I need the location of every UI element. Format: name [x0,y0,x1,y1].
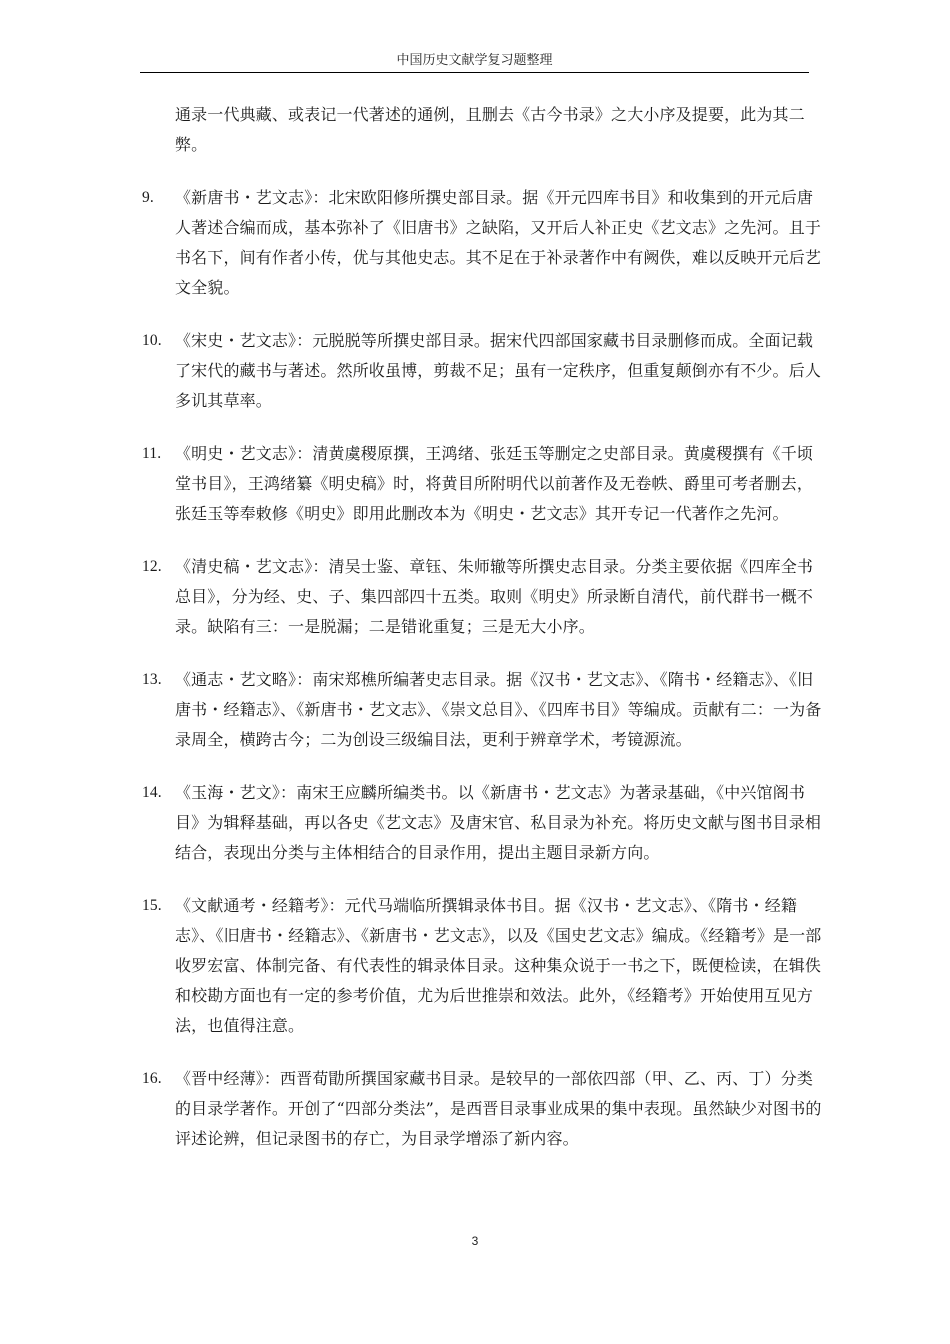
list-item [142,778,822,868]
list-item [142,326,822,416]
page-header-title: 中国历史文献学复习题整理 [396,53,553,68]
list-item [142,891,822,1041]
item-number: 13. [142,671,162,688]
item-text: 《明史・艺文志》：清黄虞稷原撰，王鸿绪、张廷玉等删定之史部目录。黄虞稷撰有《千顷堂书目》，王鸿绪纂《明史稿》时，将黄目所附明代以前著作及无卷帙、爵里可考者删去，张廷玉等奉敕修《明史》即用此删改本为《明史・艺文志》其开专记一代著作之先河。 [175,444,814,523]
item-number: 16. [142,1070,162,1087]
page-number: 3 [471,1234,479,1248]
item-text: 通录一代典藏、或表记一代著述的通例，且删去《古今书录》之大小序及提要，此为其二弊。 [175,105,805,154]
list-item [142,183,822,303]
item-number: 14. [142,784,162,801]
list-item [142,1064,822,1154]
item-number: 15. [142,897,162,914]
item-text: 《文献通考・经籍考》：元代马端临所撰辑录体书目。据《汉书・艺文志》、《隋书・经籍志》、《旧唐书・经籍志》、《新唐书・艺文志》，以及《国史艺文志》编成。《经籍考》是一部收罗宏富、体制完备、有代表性的辑录体目录。这种集众说于一书之下，既便检读，在辑佚和校勘方面也有一定的参考价值，尤为后世推崇和效法。此外，《经籍考》开始使用互见方法，也值得注意。 [175,896,822,1035]
item-text: 《玉海・艺文》：南宋王应麟所编类书。以《新唐书・艺文志》为著录基础，《中兴馆阁书目》为辑释基础，再以各史《艺文志》及唐宋官、私目录为补充。将历史文献与图书目录相结合，表现出分类与主体相结合的目录作用，提出主题目录新方向。 [175,783,822,862]
item-text: 《通志・艺文略》：南宋郑樵所编著史志目录。据《汉书・艺文志》、《隋书・经籍志》、《旧唐书・经籍志》、《新唐书・艺文志》、《崇文总目》、《四库书目》等编成。贡献有二：一为备录周全，横跨古今；二为创设三级编目法，更利于辨章学术，考镜源流。 [175,670,822,749]
document-body [142,100,822,1177]
item-text: 《宋史・艺文志》：元脱脱等所撰史部目录。据宋代四部国家藏书目录删修而成。全面记载了宋代的藏书与著述。然所收虽博，剪裁不足；虽有一定秩序，但重复颠倒亦有不少。后人多讥其草率。 [175,331,822,410]
list-item [142,665,822,755]
list-item [142,439,822,529]
list-item [142,552,822,642]
item-text: 《新唐书・艺文志》：北宋欧阳修所撰史部目录。据《开元四库书目》和收集到的开元后唐人著述合编而成，基本弥补了《旧唐书》之缺陷，又开后人补正史《艺文志》之先河。且于书名下，间有作者小传，优与其他史志。其不足在于补录著作中有阙佚，难以反映开元后艺文全貌。 [175,188,822,297]
item-text: 《晋中经薄》：西晋荀勖所撰国家藏书目录。是较早的一部依四部（甲、乙、丙、丁）分类的目录学著作。开创了“四部分类法”，是西晋目录事业成果的集中表现。虽然缺少对图书的评述论辨，但记录图书的存亡，为目录学增添了新内容。 [175,1069,822,1148]
item-number: 12. [142,558,162,575]
header-rule [140,72,809,73]
item-number: 9. [142,189,154,206]
item-text: 《清史稿・艺文志》：清吴士鉴、章钰、朱师辙等所撰史志目录。分类主要依据《四库全书总目》，分为经、史、子、集四部四十五类。取则《明史》所录断自清代，前代群书一概不录。缺陷有三：一是脱漏；二是错讹重复；三是无大小序。 [175,557,814,636]
item-number: 10. [142,332,162,349]
item-number: 11. [142,445,162,462]
paragraph-continuation [142,100,822,160]
